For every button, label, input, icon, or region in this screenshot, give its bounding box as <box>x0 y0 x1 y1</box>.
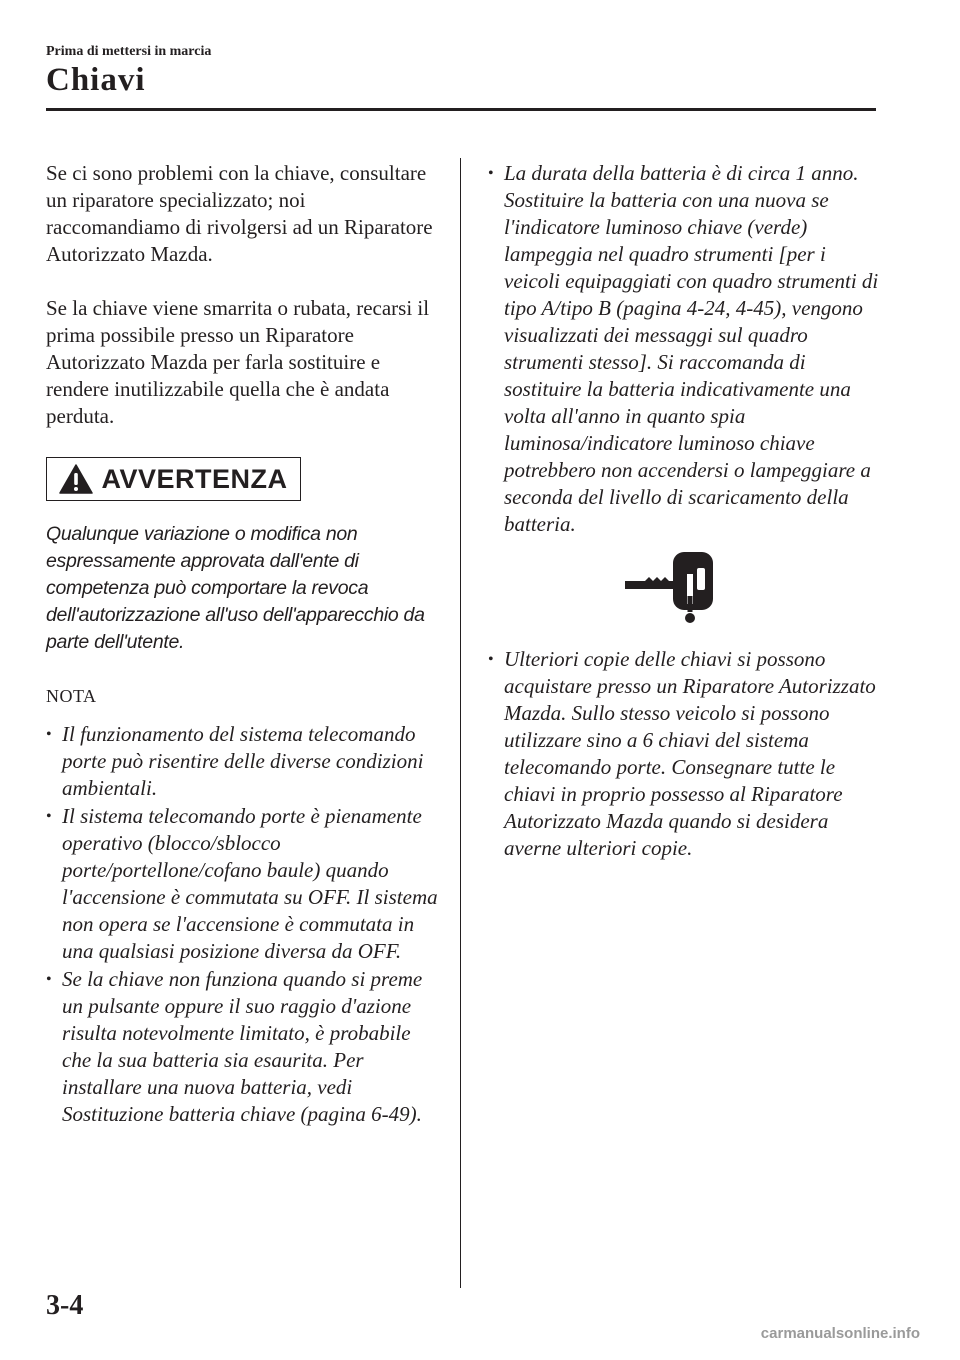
right-column <box>488 160 883 863</box>
nota-list <box>46 721 441 1128</box>
header-rule <box>46 108 876 111</box>
right-list-2 <box>488 646 883 862</box>
right-list <box>488 160 883 538</box>
section-title: Prima di mettersi in marcia <box>46 44 212 59</box>
list-item-text: Se la chiave non funziona quando si preme un pulsante oppure il suo raggio d'azione risulta notevolmente limitato, è probabile che la sua batteria sia esaurita. Per installare una nuova batteria, vedi Sostituzione batteria chiave (pagina 6-49). <box>62 967 423 1126</box>
column-divider <box>460 158 461 1288</box>
bullet-icon: • <box>488 651 494 668</box>
list-item <box>46 803 441 965</box>
page-number: 3-4 <box>46 1290 84 1321</box>
warning-title: AVVERTENZA <box>101 463 288 494</box>
paragraph-key-problems: Se ci sono problemi con la chiave, consultare un riparatore specializzato; noi raccomandiamo di rivolgersi ad un Riparatore Autorizzato Mazda. <box>46 161 433 266</box>
list-item <box>46 966 441 1128</box>
bullet-icon: • <box>46 726 52 743</box>
bullet-icon: • <box>46 808 52 825</box>
list-item-text: La durata della batteria è di circa 1 anno. Sostituire la batteria con una nuova se l'indicatore luminoso chiave (verde) lampeggia nel quadro strumenti [per i veicoli equipaggiati con quadro strumenti di tipo A/tipo B (pagina 4-24, 4-45), vengono visualizzati dei messaggi sul quadro strumenti stesso]. Si raccomanda di sostituire la batteria indicativamente una volta all'anno in quanto spia luminosa/indicatore luminoso chiave potrebbero non accendersi o lampeggiare a seconda del livello di scaricamento della batteria. <box>504 161 879 536</box>
chapter-title: Chiavi <box>46 62 146 98</box>
list-item-text: Ulteriori copie delle chiavi si possono acquistare presso un Riparatore Autorizzato Mazda. Sullo stesso veicolo si possono utilizzare sino a 6 chiavi del sistema telecomando porte. Consegnare tutte le chiavi in proprio possesso al Riparatore Autorizzato Mazda quando si desidera averne ulteriori copie. <box>504 647 876 860</box>
list-item <box>488 160 883 538</box>
key-indicator-wrap <box>488 550 883 624</box>
bullet-icon: • <box>46 971 52 988</box>
list-item-text: Il funzionamento del sistema telecomando porte può risentire delle diverse condizioni ambientali. <box>62 722 424 800</box>
paragraph-lost-key: Se la chiave viene smarrita o rubata, recarsi il prima possibile presso un Riparatore Autorizzato Mazda per farla sostituire e rendere inutilizzabile quella che è andata perduta. <box>46 296 430 428</box>
warning-triangle-icon <box>59 464 93 494</box>
list-item-text: Il sistema telecomando porte è pienamente operativo (blocco/sblocco porte/portellone/cofano baule) quando l'accensione è commutata su OFF. Il sistema non opera se l'accensione è commutata in una qualsiasi posizione diversa da OFF. <box>62 804 438 963</box>
warning-box <box>46 457 301 501</box>
nota-label: NOTA <box>46 686 97 706</box>
warning-text: Qualunque variazione o modifica non espressamente approvata dall'ente di competenza può comportare la revoca dell'autorizzazione all'uso dell'apparecchio da parte dell'utente. <box>46 523 425 653</box>
list-item <box>46 721 441 802</box>
bullet-icon: • <box>488 165 494 182</box>
list-item <box>488 646 883 862</box>
left-column <box>46 160 441 1129</box>
key-warning-icon <box>623 550 719 624</box>
watermark: carmanualsonline.info <box>760 1325 920 1342</box>
